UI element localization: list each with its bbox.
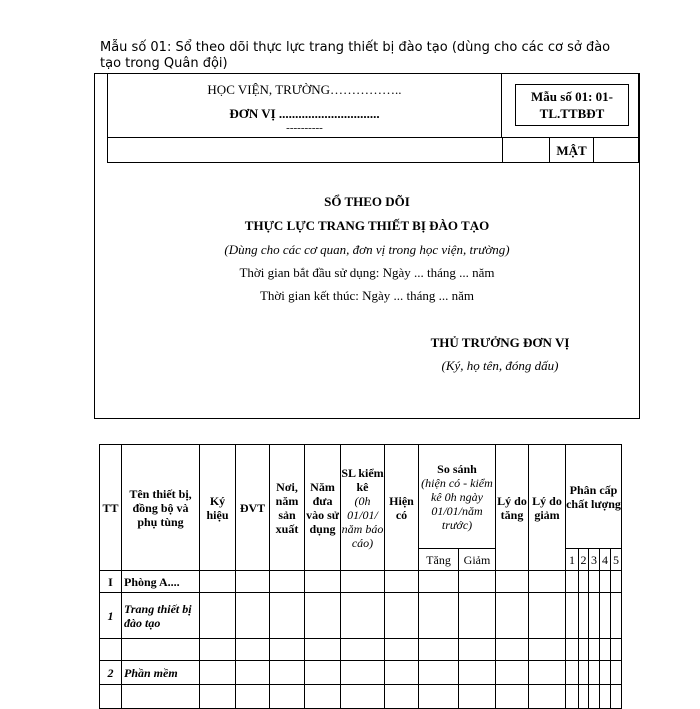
form-code-line2: TL.TTBĐT: [539, 106, 605, 121]
row-name: Phần mềm: [122, 661, 200, 685]
grade-4: 4: [600, 549, 611, 571]
end-time: Thời gian kết thúc: Ngày ... tháng ... năm: [259, 288, 475, 303]
table-row: [100, 571, 622, 593]
compare-title: So sánh: [437, 461, 477, 476]
divider: [502, 138, 503, 162]
grade-1: 1: [566, 549, 579, 571]
header-dashes: ----------: [286, 122, 323, 134]
cover-header-left: [108, 74, 502, 137]
col-tt: TT: [100, 445, 122, 571]
col-inventory: [341, 445, 385, 571]
grade-3: 3: [589, 549, 600, 571]
col-decrease: Giảm: [459, 549, 496, 571]
compare-note: (hiện có - kiểm kê 0h ngày 01/01/năm trước): [421, 475, 493, 532]
form-code-line1: Mẫu số 01: 01-: [531, 89, 613, 104]
cover-header-row2: [107, 138, 639, 163]
cover-title-2: THỰC LỰC TRANG THIẾT BỊ ĐÀO TẠO: [244, 218, 490, 233]
form-caption: Mẫu số 01: Sổ theo dõi thực lực trang thiết bị đào tạo (dùng cho các cơ sở đào tạo trong Quân đội): [100, 40, 611, 71]
row-name: Trang thiết bị đào tạo: [122, 593, 200, 639]
table-row: [100, 639, 622, 661]
col-reason-down: Lý do giảm: [529, 445, 566, 571]
grade-5: 5: [611, 549, 622, 571]
row-tt: 1: [100, 593, 122, 639]
row-tt: I: [100, 571, 122, 593]
row-tt: [100, 639, 122, 661]
row-name: [122, 639, 200, 661]
secret-stamp: MẬT: [549, 138, 594, 162]
inventory-table: [99, 444, 622, 709]
col-current: Hiện có: [385, 445, 419, 571]
table-row: [100, 593, 622, 639]
signer-title: THỦ TRƯỞNG ĐƠN VỊ: [430, 335, 570, 350]
col-compare: [419, 445, 496, 549]
table-row: [100, 661, 622, 685]
inventory-title: SL kiểm kê: [341, 465, 384, 494]
inventory-note: (0h 01/01/ năm báo cáo): [341, 493, 384, 550]
col-quality: Phân cấp chất lượng: [566, 445, 622, 549]
unit-line: ĐƠN VỊ ...............................: [229, 106, 380, 121]
grade-2: 2: [579, 549, 589, 571]
row-tt: 2: [100, 661, 122, 685]
signer-note: (Ký, họ tên, đóng dấu): [441, 358, 559, 373]
col-name: Tên thiết bị, đồng bộ và phụ tùng: [122, 445, 200, 571]
table-row: [100, 685, 622, 709]
row-name: Phòng A....: [122, 571, 200, 593]
cover-page: [94, 73, 640, 419]
cover-subtitle: (Dùng cho các cơ quan, đơn vị trong học viện, trường): [224, 242, 510, 257]
academy-line: HỌC VIỆN, TRƯỜNG……………..: [207, 82, 402, 97]
col-symbol: Ký hiệu: [200, 445, 236, 571]
cover-header: [107, 74, 639, 138]
form-code-box: [515, 84, 629, 126]
col-reason-up: Lý do tăng: [496, 445, 529, 571]
col-year-use: Năm đưa vào sử dụng: [305, 445, 341, 571]
start-time: Thời gian bắt đầu sử dụng: Ngày ... tháng ... năm: [239, 265, 495, 280]
col-dvt: ĐVT: [236, 445, 270, 571]
cover-title-1: SỔ THEO DÕI: [324, 194, 410, 209]
col-origin: Nơi, năm sản xuất: [270, 445, 305, 571]
col-increase: Tăng: [419, 549, 459, 571]
